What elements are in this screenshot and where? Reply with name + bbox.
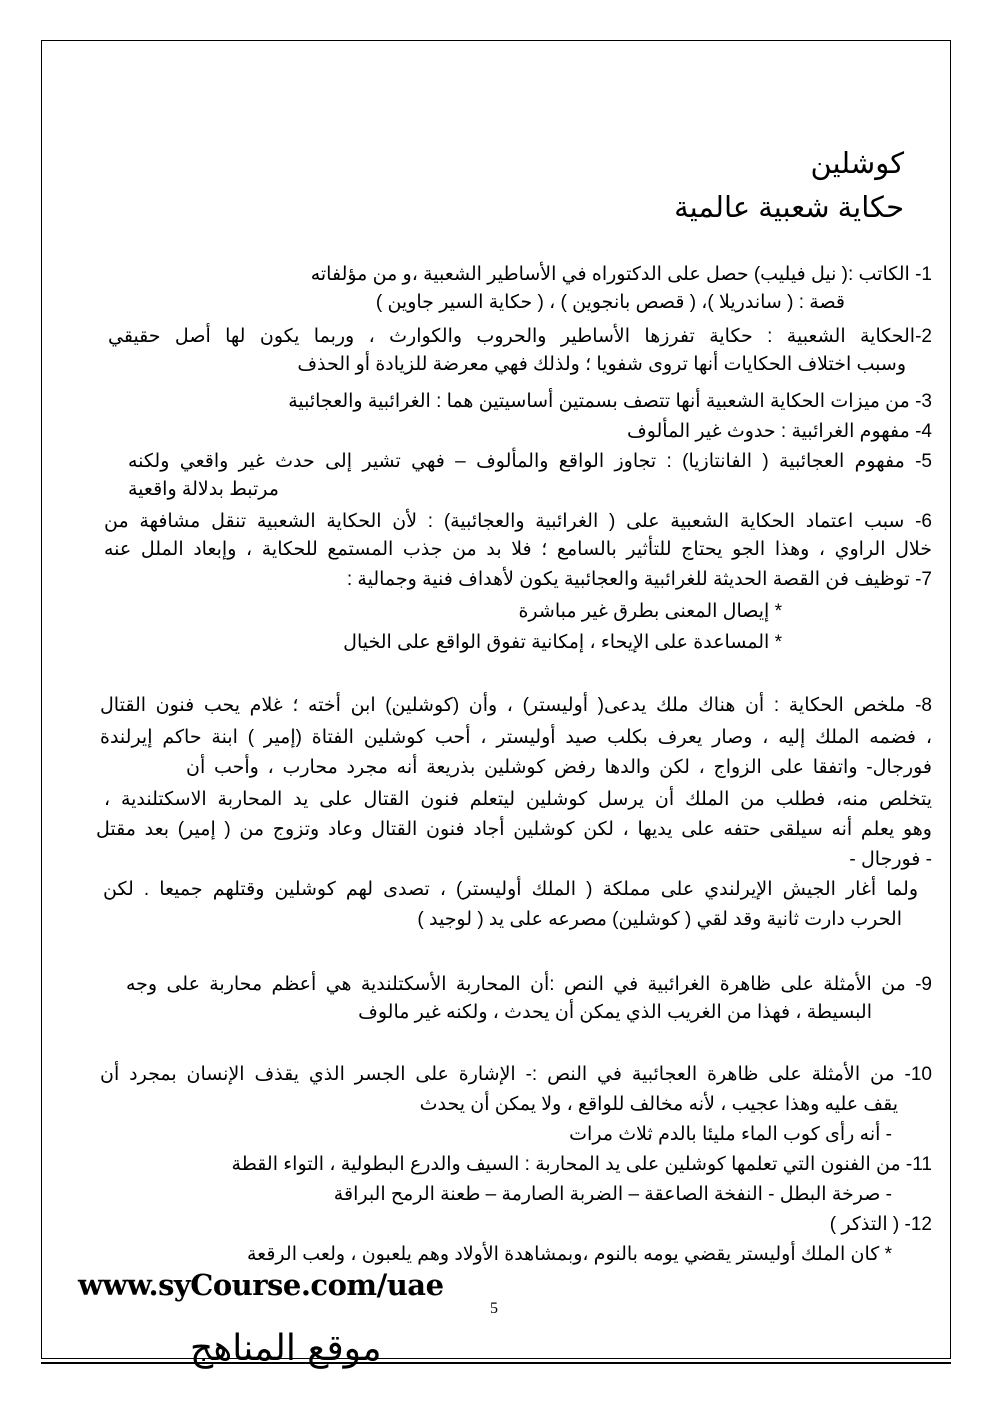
text-line: ولما أغار الجيش الإيرلندي على مملكة ( الملك أوليستر) ، تصدى لهم كوشلين وقتلهم جميعا . لكن	[103, 879, 918, 900]
text-line: 9- من الأمثلة على ظاهرة الغرائبية في النص :أن المحاربة الأسكتلندية هي أعظم محاربة على وجه	[126, 974, 932, 995]
bullet-item: * إيصال المعنى بطرق غير مباشرة	[518, 601, 782, 622]
text-line: البسيطة ، فهذا من الغريب الذي يمكن أن يحدث ، ولكنه غير مالوف	[358, 1002, 872, 1023]
text-line: مرتبط بدلالة واقعية	[128, 479, 279, 500]
document-title: كوشلين	[810, 148, 904, 180]
text-line: 12- ( التذكر )	[829, 1214, 932, 1235]
text-line: 3- من ميزات الحكاية الشعبية أنها تتصف بسمتين أساسيتين هما : الغرائبية والعجائبية	[288, 391, 932, 412]
site-logo: موقع المناهج	[190, 1328, 382, 1369]
bullet-item: * المساعدة على الإيحاء ، إمكانية تفوق الواقع على الخيال	[343, 632, 782, 653]
text-line: 6- سبب اعتماد الحكاية الشعبية على ( الغرائبية والعجائبية) : لأن الحكاية الشعبية تنقل مشافهة من	[104, 511, 932, 532]
bullet-item: * كان الملك أوليستر يقضي يومه بالنوم ،وبمشاهدة الأولاد وهم يلعبون ، ولعب الرقعة	[246, 1244, 892, 1265]
text-line: الحرب دارت ثانية وقد لقي ( كوشلين) مصرعه على يد ( لوجيد )	[417, 909, 902, 930]
text-line: 1- الكاتب :( نيل فيليب) حصل على الدكتوراه في الأساطير الشعبية ،و من مؤلفاته	[310, 264, 932, 285]
document-subtitle: حكاية شعبية عالمية	[674, 192, 904, 224]
text-line: 11- من الفنون التي تعلمها كوشلين على يد المحاربة : السيف والدرع البطولية ، التواء القطة	[231, 1154, 932, 1175]
text-line: وهو يعلم أنه سيلقى حتفه على يديها ، لكن كوشلين أجاد فنون القتال وعاد وتزوج من ( إمير) بعد مقتل	[96, 819, 932, 840]
footer-rule	[41, 1358, 951, 1359]
text-line: خلال الراوي ، وهذا الجو يحتاج للتأثير بالسامع ؛ فلا بد من جذب المستمع للحكاية ، وإبعاد الملل عنه	[104, 539, 932, 560]
text-line: 5- مفهوم العجائبية ( الفانتازيا) : تجاوز الواقع والمألوف – فهي تشير إلى حدث غير واقعي ولكنه	[128, 451, 932, 472]
text-line: - أنه رأى كوب الماء مليئا بالدم ثلاث مرات	[569, 1124, 892, 1145]
text-line: 2-الحكاية الشعبية : حكاية تفرزها الأساطير والحروب والكوارث ، وربما يكون لها أصل حقيقي	[108, 326, 932, 347]
watermark-url: www.syCourse.com/uae	[78, 1268, 444, 1302]
text-line: 4- مفهوم الغرائبية : حدوث غير المألوف	[627, 421, 932, 442]
text-line: وسبب اختلاف الحكايات أنها تروى شفويا ؛ ولذلك فهي معرضة للزيادة أو الحذف	[297, 354, 906, 375]
text-line: ، فضمه الملك إليه ، وصار يعرف بكلب صيد أوليستر ، أحب كوشلين الفتاة (إمير ) ابنة حاكم إيرلندة	[100, 727, 932, 748]
text-line: فورجال- واتفقا على الزواج ، لكن والدها رفض كوشلين بذريعة أنه مجرد محارب ، وأحب أن	[186, 757, 932, 778]
page-number: 5	[490, 1300, 498, 1317]
text-line: قصة : ( ساندريلا )، ( قصص بانجوين ) ، ( حكاية السير جاوين )	[375, 292, 845, 313]
text-line: يتخلص منه، فطلب من الملك أن يرسل كوشلين ليتعلم فنون القتال على يد المحاربة الاسكتلندية ،	[104, 789, 932, 810]
text-line: يقف عليه وهذا عجيب ، لأنه مخالف للواقع ، ولا يمكن أن يحدث	[419, 1094, 898, 1115]
footer-rule-double	[41, 1362, 951, 1364]
text-line: - صرخة البطل - النفخة الصاعقة – الضربة الصارمة – طعنة الرمح البراقة	[333, 1184, 892, 1205]
text-line: - فورجال -	[849, 849, 932, 870]
text-line: 8- ملخص الحكاية : أن هناك ملك يدعى( أوليستر) ، وأن (كوشلين) ابن أخته ؛ غلام يحب فنون القتال	[100, 695, 932, 716]
text-line: 7- توظيف فن القصة الحديثة للغرائبية والعجائبية يكون لأهداف فنية وجمالية :	[346, 569, 932, 590]
text-line: 10- من الأمثلة على ظاهرة العجائبية في النص :- الإشارة على الجسر الذي يقذف الإنسان بمجرد أن	[100, 1064, 932, 1085]
